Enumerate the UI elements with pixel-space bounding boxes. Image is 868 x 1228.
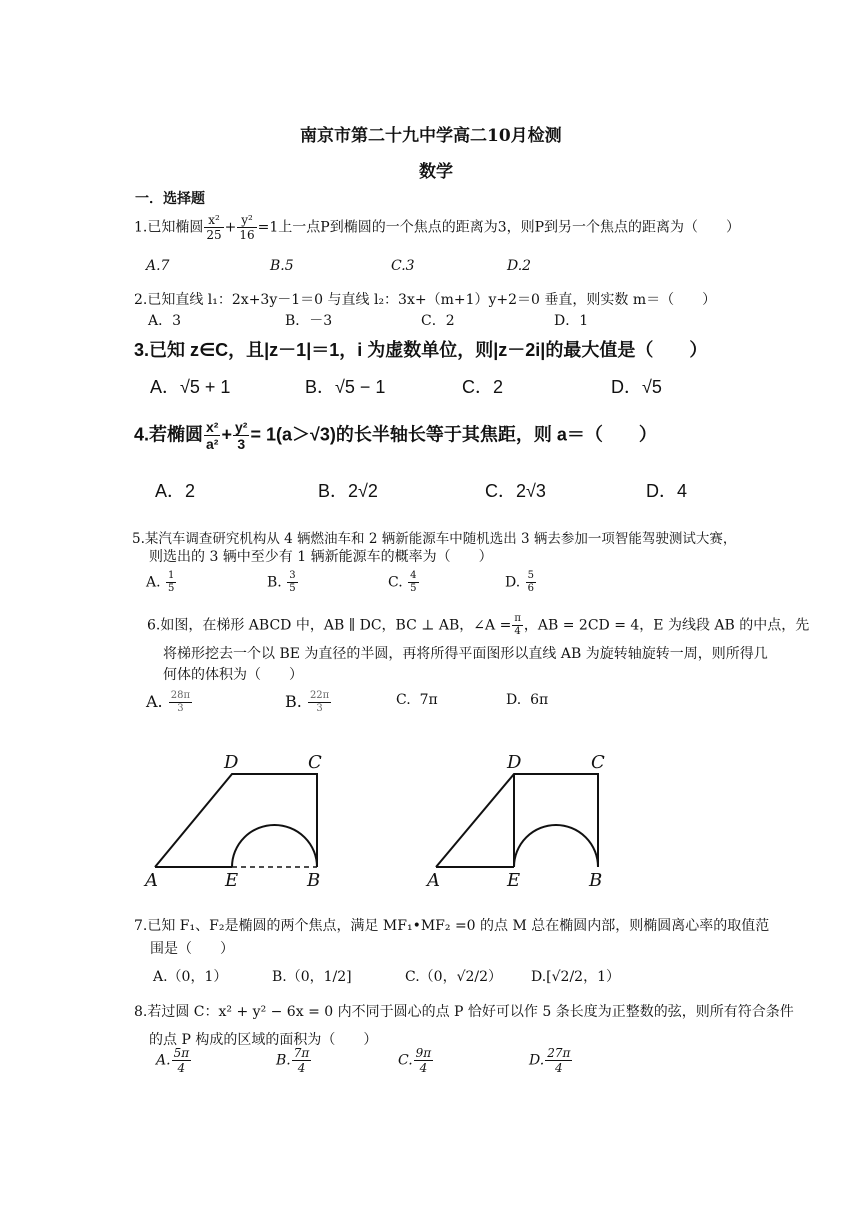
q8-option-a: A. $\frac{5\pi}{4}$ — [156, 1046, 190, 1075]
q3-option-b: B．√5 − 1 — [305, 377, 386, 397]
left-trapezoid-outline — [155, 774, 317, 867]
right-label-a: A — [427, 870, 440, 891]
q1-post: =1上一点P到椭圆的一个焦点的距离为3，则P到另一个焦点的距离为（ ） — [257, 219, 741, 236]
left-semicircle — [232, 825, 317, 867]
q5-option-d: D. $\frac{5}{6}$ — [505, 570, 535, 594]
q6-option-c: C. 7π — [396, 692, 438, 708]
q7-option-d: D.[√2/2，1） — [531, 969, 620, 985]
q2-option-c: C．2 — [421, 313, 455, 329]
q6-option-b: B. $\frac{22\pi}{3}$ — [285, 690, 330, 714]
right-label-d: D — [507, 752, 522, 773]
q7-option-c: C.（0，√2/2） — [405, 969, 503, 985]
q1-option-c: C.3 — [391, 258, 415, 274]
q4-option-c: C．2√3 — [485, 481, 546, 501]
left-label-c: C — [308, 752, 322, 773]
q7-option-a: A.（0，1） — [153, 969, 228, 985]
question-6-line-2: 将梯形挖去一个以 BE 为直径的半圆，再将所得平面图形以直线 AB 为旋转轴旋转一周，则所得几 — [163, 646, 768, 662]
q1-fraction-y: $\frac{\text{y²}}{16}$ — [239, 213, 255, 242]
question-8-line-1: 8.若过圆 C：x² + y² − 6x = 0 内不同于圆心的点 P 恰好可以作 5 条长度为正整数的弦，则所有符合条件 — [134, 1004, 794, 1020]
q6-option-a: A. $\frac{28\pi}{3}$ — [146, 690, 191, 714]
q3-option-d: D．√5 — [611, 377, 662, 397]
right-label-e: E — [507, 870, 521, 891]
page-title: 南京市第二十九中学高二10月检测 — [300, 126, 562, 146]
q3-option-c: C．2 — [462, 377, 504, 397]
question-5-line-2: 则选出的 3 辆中至少有 1 辆新能源车的概率为（ ） — [149, 549, 493, 565]
q6-option-d: D. 6π — [506, 692, 549, 708]
question-3: 3.已知 z∈C，且|z－1|＝1，i 为虚数单位，则|z－2i|的最大值是（ ） — [134, 340, 708, 360]
left-label-a: A — [145, 870, 158, 891]
q4-fraction-x: $\frac{\text{x²}}{\text{a²}}$ — [206, 419, 219, 452]
right-label-b: B — [589, 870, 603, 891]
q8-option-d: D. $\frac{27\pi}{4}$ — [529, 1046, 571, 1075]
q2-option-a: A．3 — [148, 313, 182, 329]
q1-option-b: B.5 — [270, 258, 294, 274]
q5-option-c: C. $\frac{4}{5}$ — [388, 570, 417, 594]
question-8-line-2: 的点 P 构成的区域的面积为（ ） — [149, 1032, 378, 1048]
left-label-e: E — [225, 870, 239, 891]
left-label-b: B — [307, 870, 321, 891]
q1-option-d: D.2 — [507, 258, 532, 274]
q2-option-d: D．1 — [554, 313, 589, 329]
q1-fraction-x: $\frac{\text{x²}}{25}$ — [206, 213, 222, 242]
q4-option-d: D．4 — [646, 481, 688, 501]
diagram-left — [155, 774, 317, 867]
q8-option-b: B. $\frac{7\pi}{4}$ — [276, 1046, 310, 1075]
q8-option-c: C. $\frac{9\pi}{4}$ — [398, 1046, 432, 1075]
question-7-line-1: 7.已知 F₁、F₂是椭圆的两个焦点，满足 MF₁•MF₂ =0 的点 M 总在椭圆内部，则椭圆离心率的取值范 — [134, 918, 770, 934]
q4-option-b: B．2√2 — [318, 481, 378, 501]
question-4: 4.若椭圆 $\frac{\text{x²}}{\text{a²}}$ + $\frac{\text{y²}}{3}$ = 1(a＞√3)的长半轴长等于其焦距，则 a＝（ ） — [134, 419, 657, 452]
diagram-right — [436, 774, 598, 867]
subject-title: 数学 — [419, 162, 453, 182]
question-5-line-1: 5.某汽车调查研究机构从 4 辆燃油车和 2 辆新能源车中随机选出 3 辆去参加一项智能驾驶测试大赛， — [132, 531, 737, 547]
q7-option-b: B.（0，1/2] — [272, 969, 352, 985]
q1-option-a: A.7 — [146, 258, 170, 274]
right-semicircle — [514, 825, 598, 867]
q4-fraction-y: $\frac{\text{y²}}{3}$ — [234, 419, 248, 452]
q1-pre: 1.已知椭圆 — [134, 219, 204, 236]
question-6-line-1: 6.如图，在梯形 ABCD 中，AB ∥ DC，BC ⊥ AB，∠A = $\frac{\pi}{4}$ ，AB = 2CD = 4，E 为线段 AB 的中点，先 — [147, 613, 810, 637]
q4-option-a: A．2 — [155, 481, 196, 501]
question-7-line-2: 围是（ ） — [150, 941, 234, 957]
q2-option-b: B．－3 — [285, 313, 333, 329]
q3-option-a: A．√5 + 1 — [150, 377, 231, 397]
q5-option-a: A. $\frac{1}{5}$ — [146, 570, 175, 594]
question-2: 2.已知直线 l₁：2x+3y－1＝0 与直线 l₂：3x+（m+1）y+2＝0 垂直，则实数 m＝（ ） — [134, 292, 717, 308]
section-heading: 一．选择题 — [135, 191, 205, 207]
left-label-d: D — [224, 752, 239, 773]
question-6-line-3: 何体的体积为（ ） — [163, 667, 303, 683]
q5-option-b: B. $\frac{3}{5}$ — [267, 570, 296, 594]
right-label-c: C — [591, 752, 605, 773]
question-1: 1.已知椭圆 $\frac{\text{x²}}{25}$ + $\frac{\text{y²}}{16}$ =1上一点P到椭圆的一个焦点的距离为3，则P到另一个焦点的距离为（ ） — [134, 213, 741, 242]
